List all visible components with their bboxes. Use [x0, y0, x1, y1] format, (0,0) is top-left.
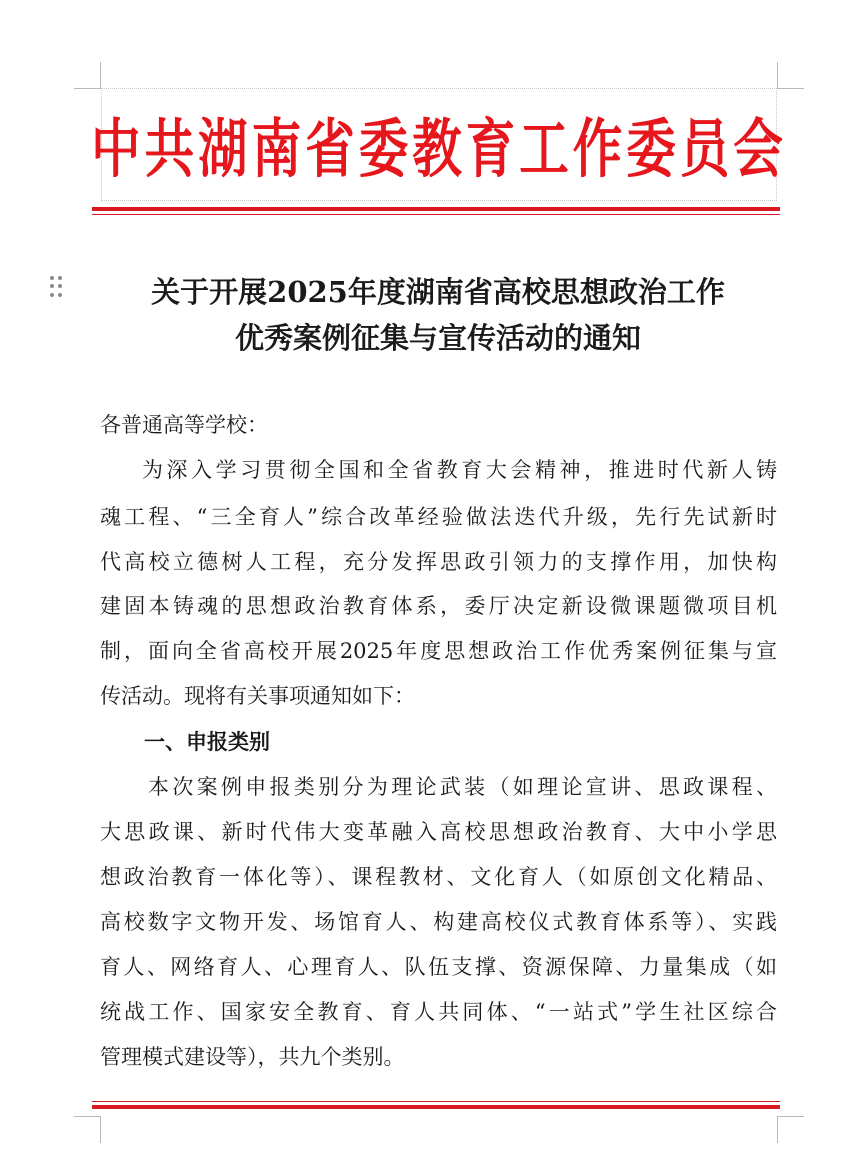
paragraph-1-line: 魂工程、“三全育人”综合改革经验做法迭代升级，先行先试新时: [100, 505, 777, 529]
crop-mark-bottom-left-v: [100, 1117, 101, 1143]
paragraph-2-line: 统战工作、国家安全教育、育人共同体、“一站式”学生社区综合: [100, 1000, 777, 1024]
drag-handle-icon[interactable]: [50, 276, 64, 298]
paragraph-2-line: 想政治教育一体化等）、课程教材、文化育人（如原创文化精品、: [100, 865, 777, 889]
crop-mark-top-left-h: [74, 88, 101, 89]
crop-mark-bottom-right-h: [777, 1116, 804, 1117]
paragraph-2-line: 高校数字文物开发、场馆育人、构建高校仪式教育体系等）、实践: [100, 910, 777, 934]
footer-rule-thick: [92, 1105, 780, 1109]
paragraph-2-line: 育人、网络育人、心理育人、队伍支撑、资源保障、力量集成（如: [100, 955, 777, 979]
paragraph-2-line: 本次案例申报类别分为理论武装（如理论宣讲、思政课程、: [148, 775, 777, 799]
paragraph-1-line: 为深入学习贯彻全国和全省教育大会精神，推进时代新人铸: [142, 458, 777, 482]
paragraph-2-line: 大思政课、新时代伟大变革融入高校思想政治教育、大中小学思: [100, 820, 777, 844]
section-heading: 一、申报类别: [144, 730, 270, 754]
paragraph-1-line: 建固本铸魂的思想政治教育体系，委厅决定新设微课题微项目机: [100, 594, 777, 618]
header-rule-thick: [92, 207, 780, 211]
crop-mark-bottom-right-v: [777, 1117, 778, 1143]
crop-mark-top-right-v: [777, 62, 778, 88]
crop-mark-bottom-left-h: [74, 1116, 101, 1117]
header-rule-thin: [92, 214, 780, 215]
document-title-line-1: 关于开展2025年度湖南省高校思想政治工作: [151, 275, 725, 309]
salutation: 各普通高等学校：: [100, 413, 268, 437]
paragraph-1-line: 传活动。现将有关事项通知如下：: [100, 684, 415, 708]
paragraph-2-line: 管理模式建设等），共九个类别。: [100, 1045, 405, 1069]
org-name-masthead: 中共湖南省委教育工作委员会: [91, 111, 787, 186]
footer-rule-thin: [92, 1101, 780, 1102]
paragraph-1-line: 制，面向全省高校开展2025年度思想政治工作优秀案例征集与宣: [100, 639, 777, 663]
paragraph-1-line: 代高校立德树人工程，充分发挥思政引领力的支撑作用，加快构: [100, 550, 777, 574]
crop-mark-top-right-h: [777, 88, 804, 89]
document-title-line-2: 优秀案例征集与宣传活动的通知: [234, 321, 641, 355]
